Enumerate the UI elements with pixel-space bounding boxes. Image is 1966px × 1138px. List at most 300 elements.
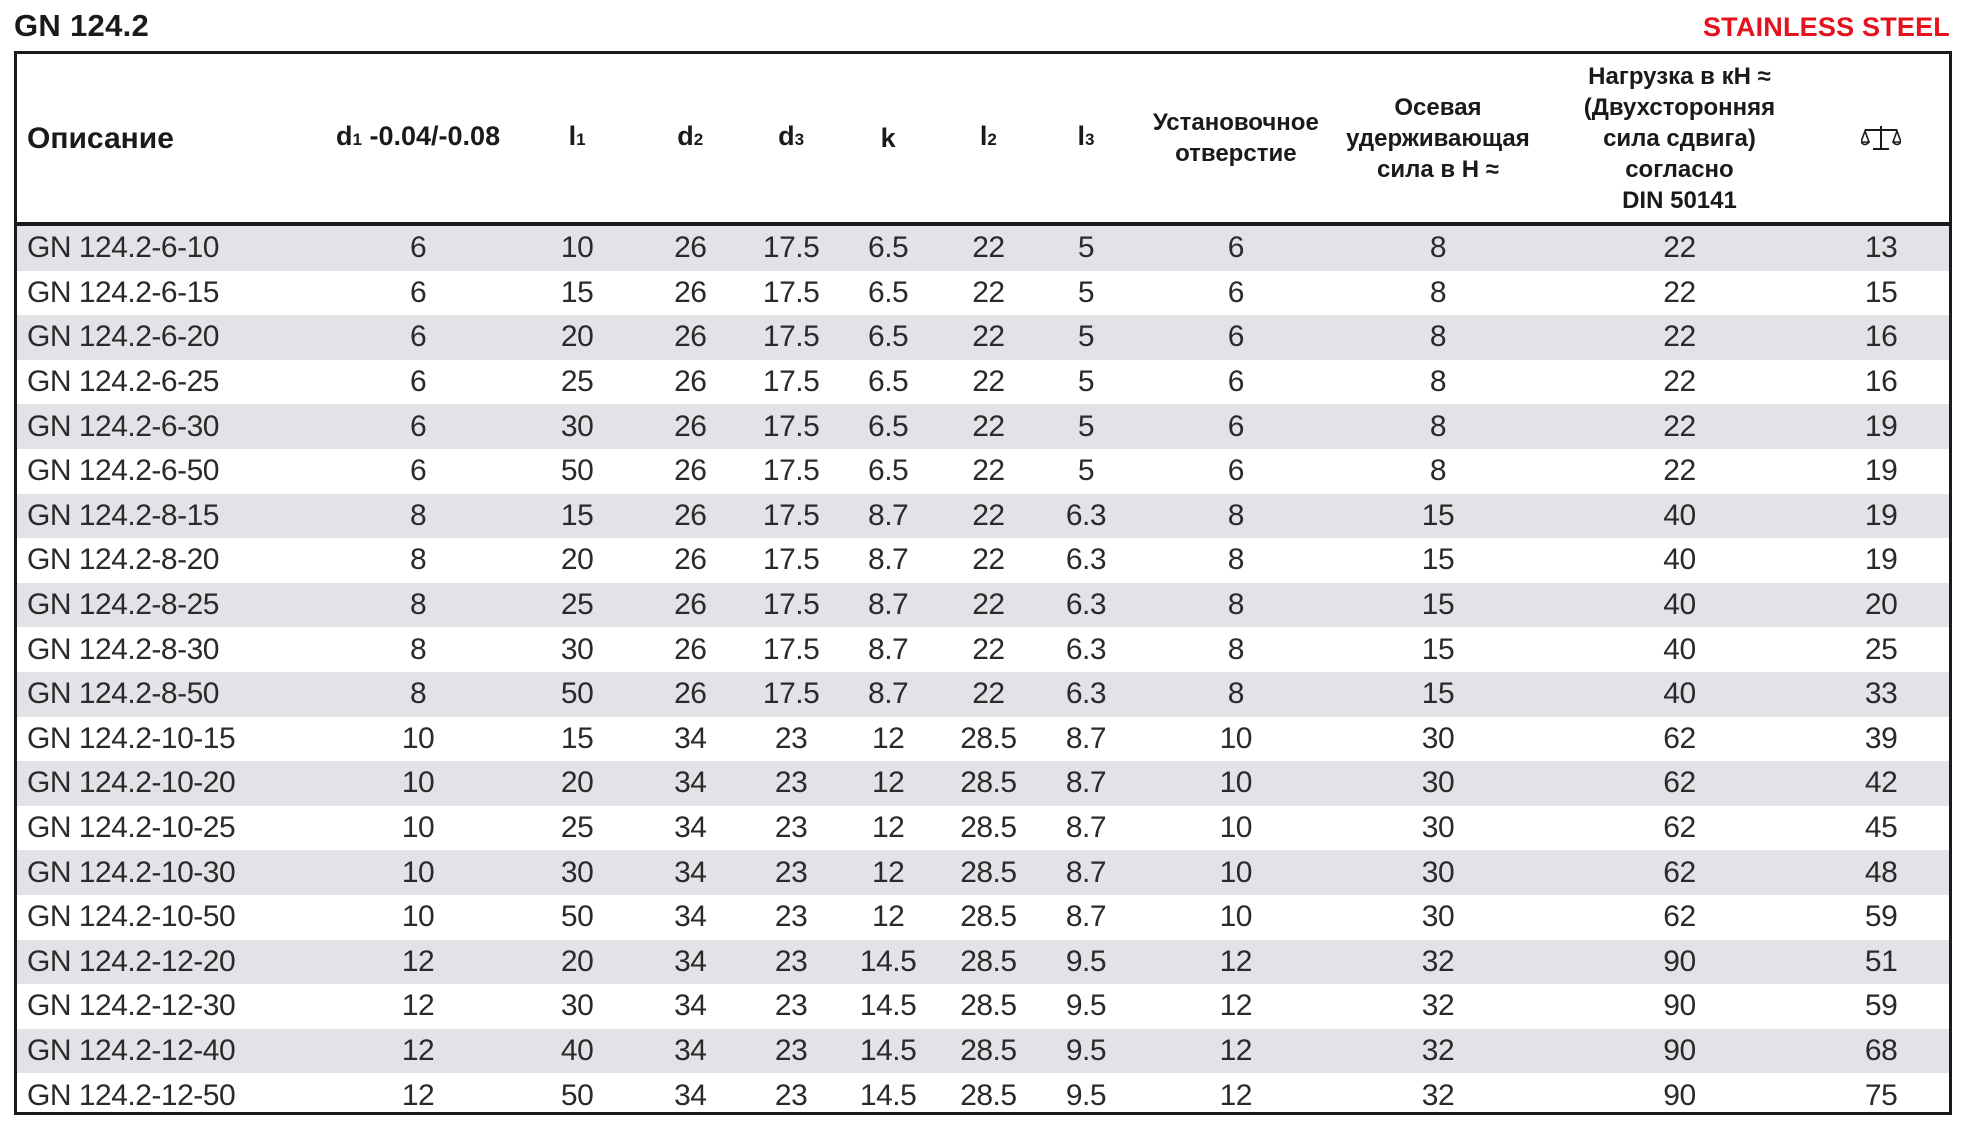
page-title: GN 124.2 — [14, 8, 150, 43]
cell-axial-force: 30 — [1330, 850, 1546, 895]
cell-mounting-hole: 8 — [1141, 583, 1330, 628]
cell-d3: 17.5 — [752, 538, 830, 583]
header-d3-sub: 3 — [794, 130, 805, 149]
cell-l3: 6.3 — [1030, 672, 1141, 717]
cell-d1: 10 — [310, 717, 526, 762]
cell-d3: 23 — [752, 940, 830, 985]
cell-description: GN 124.2-8-50 — [17, 672, 310, 717]
cell-d1: 6 — [310, 271, 526, 316]
cell-k: 14.5 — [830, 940, 946, 985]
cell-description: GN 124.2-6-25 — [17, 360, 310, 405]
header-l1-main: l — [568, 121, 577, 151]
table-row — [17, 404, 1949, 449]
header-l3 — [1030, 54, 1141, 224]
cell-d2: 26 — [628, 627, 752, 672]
header-description-label: Описание — [27, 121, 174, 155]
cell-d3: 23 — [752, 717, 830, 762]
cell-l3: 9.5 — [1030, 984, 1141, 1029]
cell-description: GN 124.2-8-15 — [17, 494, 310, 539]
cell-axial-force: 30 — [1330, 717, 1546, 762]
cell-axial-force: 15 — [1330, 583, 1546, 628]
cell-description: GN 124.2-8-30 — [17, 627, 310, 672]
header-axial-line-1: Осевая — [1394, 93, 1482, 121]
cell-k: 6.5 — [830, 271, 946, 316]
header-axial-line-2: удерживающая — [1346, 124, 1530, 152]
cell-l3: 9.5 — [1030, 1073, 1141, 1115]
cell-k: 8.7 — [830, 538, 946, 583]
table-row — [17, 449, 1949, 494]
cell-l2: 22 — [946, 404, 1030, 449]
cell-description: GN 124.2-10-30 — [17, 850, 310, 895]
cell-l2: 22 — [946, 583, 1030, 628]
cell-axial-force: 15 — [1330, 538, 1546, 583]
material-label: STAINLESS STEEL — [1702, 12, 1950, 42]
cell-d2: 26 — [628, 315, 752, 360]
cell-d3: 17.5 — [752, 672, 830, 717]
cell-k: 8.7 — [830, 583, 946, 628]
cell-mounting-hole: 6 — [1141, 449, 1330, 494]
cell-shear-load: 40 — [1546, 494, 1813, 539]
cell-k: 6.5 — [830, 360, 946, 405]
cell-d2: 26 — [628, 224, 752, 271]
cell-k: 8.7 — [830, 627, 946, 672]
header-mounting-line-1: Установочное — [1152, 109, 1319, 136]
table-row — [17, 672, 1949, 717]
cell-description: GN 124.2-10-15 — [17, 717, 310, 762]
cell-d3: 17.5 — [752, 315, 830, 360]
cell-d1: 6 — [310, 224, 526, 271]
cell-l3: 6.3 — [1030, 583, 1141, 628]
table-row — [17, 360, 1949, 405]
cell-d2: 26 — [628, 404, 752, 449]
cell-weight: 15 — [1813, 271, 1949, 316]
cell-l1: 50 — [526, 1073, 628, 1115]
cell-l3: 5 — [1030, 449, 1141, 494]
header-l2-main: l — [979, 121, 988, 151]
header-mounting-line-2: отверстие — [1175, 140, 1297, 167]
cell-d3: 23 — [752, 761, 830, 806]
cell-l3: 8.7 — [1030, 717, 1141, 762]
cell-mounting-hole: 6 — [1141, 404, 1330, 449]
cell-weight: 25 — [1813, 627, 1949, 672]
header-l1 — [526, 54, 628, 224]
cell-mounting-hole: 6 — [1141, 271, 1330, 316]
cell-l2: 28.5 — [946, 1073, 1030, 1115]
cell-mounting-hole: 6 — [1141, 315, 1330, 360]
cell-d3: 17.5 — [752, 404, 830, 449]
cell-axial-force: 15 — [1330, 672, 1546, 717]
cell-shear-load: 90 — [1546, 940, 1813, 985]
header-l3-sub: 3 — [1084, 130, 1095, 149]
cell-weight: 51 — [1813, 940, 1949, 985]
cell-d1: 12 — [310, 1029, 526, 1074]
cell-l1: 40 — [526, 1029, 628, 1074]
header-axial-line-3: сила в Н ≈ — [1376, 155, 1499, 183]
cell-d1: 6 — [310, 315, 526, 360]
cell-k: 6.5 — [830, 315, 946, 360]
cell-d2: 26 — [628, 583, 752, 628]
cell-l2: 22 — [946, 672, 1030, 717]
cell-axial-force: 32 — [1330, 984, 1546, 1029]
cell-d2: 26 — [628, 672, 752, 717]
cell-l1: 25 — [526, 583, 628, 628]
cell-description: GN 124.2-6-15 — [17, 271, 310, 316]
cell-l1: 20 — [526, 538, 628, 583]
table-row — [17, 583, 1949, 628]
cell-shear-load: 90 — [1546, 1029, 1813, 1074]
cell-weight: 59 — [1813, 895, 1949, 940]
cell-l2: 22 — [946, 494, 1030, 539]
header-description — [17, 54, 310, 224]
table-row — [17, 984, 1949, 1029]
cell-d3: 17.5 — [752, 360, 830, 405]
cell-d1: 6 — [310, 404, 526, 449]
cell-k: 14.5 — [830, 1029, 946, 1074]
table-row — [17, 806, 1949, 851]
cell-description: GN 124.2-6-30 — [17, 404, 310, 449]
cell-description: GN 124.2-10-25 — [17, 806, 310, 851]
cell-d3: 23 — [752, 1073, 830, 1115]
cell-l1: 15 — [526, 494, 628, 539]
cell-shear-load: 90 — [1546, 984, 1813, 1029]
cell-k: 8.7 — [830, 672, 946, 717]
cell-k: 8.7 — [830, 494, 946, 539]
specification-table — [17, 54, 1949, 1115]
cell-d2: 34 — [628, 806, 752, 851]
cell-k: 6.5 — [830, 404, 946, 449]
cell-l1: 30 — [526, 984, 628, 1029]
cell-mounting-hole: 6 — [1141, 360, 1330, 405]
table-row — [17, 1073, 1949, 1115]
cell-l1: 30 — [526, 850, 628, 895]
cell-l1: 10 — [526, 224, 628, 271]
cell-shear-load: 40 — [1546, 672, 1813, 717]
cell-axial-force: 32 — [1330, 1073, 1546, 1115]
cell-k: 6.5 — [830, 224, 946, 271]
cell-d2: 34 — [628, 1029, 752, 1074]
cell-d2: 34 — [628, 850, 752, 895]
header-d1 — [310, 54, 526, 224]
header-l2-sub: 2 — [987, 130, 997, 149]
cell-shear-load: 90 — [1546, 1073, 1813, 1115]
cell-l1: 15 — [526, 271, 628, 316]
cell-d2: 34 — [628, 761, 752, 806]
cell-mounting-hole: 8 — [1141, 494, 1330, 539]
cell-l2: 22 — [946, 538, 1030, 583]
cell-mounting-hole: 10 — [1141, 895, 1330, 940]
cell-weight: 19 — [1813, 449, 1949, 494]
cell-description: GN 124.2-8-20 — [17, 538, 310, 583]
cell-l2: 28.5 — [946, 761, 1030, 806]
cell-mounting-hole: 10 — [1141, 850, 1330, 895]
table-body — [17, 224, 1949, 1115]
header-shear-load — [1546, 54, 1813, 224]
cell-d3: 23 — [752, 806, 830, 851]
cell-d2: 26 — [628, 494, 752, 539]
cell-l2: 28.5 — [946, 850, 1030, 895]
table-row — [17, 271, 1949, 316]
cell-description: GN 124.2-10-50 — [17, 895, 310, 940]
cell-axial-force: 30 — [1330, 895, 1546, 940]
cell-weight: 75 — [1813, 1073, 1949, 1115]
cell-shear-load: 22 — [1546, 449, 1813, 494]
cell-l2: 22 — [946, 360, 1030, 405]
table-row — [17, 494, 1949, 539]
cell-l1: 15 — [526, 717, 628, 762]
cell-d1: 10 — [310, 850, 526, 895]
header-load-line-3: сила сдвига) — [1603, 124, 1756, 152]
cell-d1: 6 — [310, 449, 526, 494]
cell-l2: 22 — [946, 449, 1030, 494]
cell-d2: 34 — [628, 984, 752, 1029]
cell-l1: 25 — [526, 806, 628, 851]
cell-description: GN 124.2-10-20 — [17, 761, 310, 806]
cell-shear-load: 62 — [1546, 850, 1813, 895]
cell-d1: 12 — [310, 1073, 526, 1115]
cell-l3: 5 — [1030, 360, 1141, 405]
cell-l1: 25 — [526, 360, 628, 405]
header-k — [830, 54, 946, 224]
cell-description: GN 124.2-12-30 — [17, 984, 310, 1029]
cell-k: 12 — [830, 761, 946, 806]
cell-axial-force: 8 — [1330, 224, 1546, 271]
cell-l3: 5 — [1030, 315, 1141, 360]
cell-l2: 22 — [946, 627, 1030, 672]
header-weight — [1813, 54, 1949, 224]
cell-description: GN 124.2-12-40 — [17, 1029, 310, 1074]
table-row — [17, 717, 1949, 762]
cell-d1: 10 — [310, 806, 526, 851]
header-d2 — [628, 54, 752, 224]
header-load-line-1: Нагрузка в кН ≈ — [1588, 62, 1771, 90]
cell-k: 12 — [830, 895, 946, 940]
cell-shear-load: 62 — [1546, 717, 1813, 762]
cell-axial-force: 15 — [1330, 627, 1546, 672]
cell-k: 6.5 — [830, 449, 946, 494]
header-l2 — [946, 54, 1030, 224]
cell-k: 14.5 — [830, 1073, 946, 1115]
specification-table-frame — [14, 51, 1952, 1115]
header-axial-force — [1330, 54, 1546, 224]
header-d2-sub: 2 — [693, 130, 704, 149]
cell-d3: 23 — [752, 984, 830, 1029]
cell-d1: 6 — [310, 360, 526, 405]
cell-l1: 20 — [526, 761, 628, 806]
cell-mounting-hole: 8 — [1141, 672, 1330, 717]
cell-d2: 26 — [628, 271, 752, 316]
cell-l3: 8.7 — [1030, 761, 1141, 806]
cell-shear-load: 40 — [1546, 627, 1813, 672]
header-d1-main: d — [336, 121, 353, 151]
cell-shear-load: 62 — [1546, 761, 1813, 806]
header-l1-sub: 1 — [576, 130, 586, 149]
cell-weight: 20 — [1813, 583, 1949, 628]
header-d3-main: d — [778, 121, 795, 151]
header-d1-sub: 1 — [352, 130, 362, 149]
cell-shear-load: 22 — [1546, 404, 1813, 449]
cell-k: 12 — [830, 806, 946, 851]
table-row — [17, 224, 1949, 271]
cell-d2: 34 — [628, 895, 752, 940]
cell-l3: 5 — [1030, 404, 1141, 449]
header-load-line-5: DIN 50141 — [1622, 186, 1737, 214]
cell-l3: 8.7 — [1030, 895, 1141, 940]
cell-d1: 10 — [310, 761, 526, 806]
table-row — [17, 940, 1949, 985]
cell-l2: 22 — [946, 315, 1030, 360]
header-d2-main: d — [677, 121, 694, 151]
cell-d1: 8 — [310, 494, 526, 539]
cell-weight: 42 — [1813, 761, 1949, 806]
cell-d2: 34 — [628, 940, 752, 985]
header-d3 — [752, 54, 830, 224]
cell-l3: 9.5 — [1030, 940, 1141, 985]
cell-d3: 17.5 — [752, 583, 830, 628]
cell-axial-force: 30 — [1330, 761, 1546, 806]
cell-d3: 23 — [752, 850, 830, 895]
cell-d3: 23 — [752, 1029, 830, 1074]
cell-d3: 17.5 — [752, 224, 830, 271]
cell-shear-load: 22 — [1546, 315, 1813, 360]
cell-weight: 45 — [1813, 806, 1949, 851]
cell-l1: 50 — [526, 895, 628, 940]
cell-d1: 8 — [310, 627, 526, 672]
cell-axial-force: 32 — [1330, 940, 1546, 985]
cell-l1: 50 — [526, 449, 628, 494]
header-k-label: k — [880, 122, 896, 153]
cell-l2: 28.5 — [946, 1029, 1030, 1074]
cell-weight: 59 — [1813, 984, 1949, 1029]
cell-d2: 26 — [628, 360, 752, 405]
cell-k: 14.5 — [830, 984, 946, 1029]
cell-shear-load: 40 — [1546, 583, 1813, 628]
cell-mounting-hole: 10 — [1141, 761, 1330, 806]
cell-weight: 33 — [1813, 672, 1949, 717]
header-l3-main: l — [1077, 121, 1085, 151]
cell-axial-force: 15 — [1330, 494, 1546, 539]
header-load-line-2: (Двухсторонняя — [1583, 93, 1776, 121]
cell-l2: 28.5 — [946, 940, 1030, 985]
cell-weight: 19 — [1813, 494, 1949, 539]
cell-shear-load: 62 — [1546, 806, 1813, 851]
cell-description: GN 124.2-12-50 — [17, 1073, 310, 1115]
cell-shear-load: 22 — [1546, 224, 1813, 271]
cell-shear-load: 40 — [1546, 538, 1813, 583]
cell-d1: 12 — [310, 940, 526, 985]
cell-d3: 17.5 — [752, 494, 830, 539]
cell-k: 12 — [830, 850, 946, 895]
table-header-row — [17, 54, 1949, 224]
cell-l3: 8.7 — [1030, 850, 1141, 895]
table-row — [17, 538, 1949, 583]
cell-axial-force: 8 — [1330, 404, 1546, 449]
cell-l2: 28.5 — [946, 717, 1030, 762]
cell-l1: 50 — [526, 672, 628, 717]
cell-l1: 30 — [526, 404, 628, 449]
cell-weight: 19 — [1813, 404, 1949, 449]
cell-weight: 39 — [1813, 717, 1949, 762]
cell-description: GN 124.2-12-20 — [17, 940, 310, 985]
cell-mounting-hole: 12 — [1141, 1029, 1330, 1074]
cell-d1: 10 — [310, 895, 526, 940]
cell-weight: 13 — [1813, 224, 1949, 271]
header-load-line-4: согласно — [1625, 155, 1734, 183]
table-row — [17, 627, 1949, 672]
cell-mounting-hole: 12 — [1141, 984, 1330, 1029]
cell-shear-load: 22 — [1546, 271, 1813, 316]
cell-d2: 34 — [628, 717, 752, 762]
cell-axial-force: 32 — [1330, 1029, 1546, 1074]
cell-l2: 28.5 — [946, 895, 1030, 940]
cell-l3: 6.3 — [1030, 494, 1141, 539]
cell-weight: 16 — [1813, 360, 1949, 405]
cell-d2: 26 — [628, 449, 752, 494]
cell-l3: 6.3 — [1030, 627, 1141, 672]
cell-d1: 12 — [310, 984, 526, 1029]
cell-d1: 8 — [310, 672, 526, 717]
cell-d3: 17.5 — [752, 271, 830, 316]
cell-d3: 17.5 — [752, 449, 830, 494]
cell-shear-load: 62 — [1546, 895, 1813, 940]
cell-weight: 16 — [1813, 315, 1949, 360]
cell-d2: 34 — [628, 1073, 752, 1115]
cell-l2: 28.5 — [946, 806, 1030, 851]
cell-mounting-hole: 8 — [1141, 627, 1330, 672]
scale-icon — [1861, 124, 1901, 154]
cell-l3: 8.7 — [1030, 806, 1141, 851]
cell-d1: 8 — [310, 583, 526, 628]
table-row — [17, 895, 1949, 940]
cell-l2: 22 — [946, 271, 1030, 316]
cell-description: GN 124.2-6-50 — [17, 449, 310, 494]
cell-l1: 30 — [526, 627, 628, 672]
cell-mounting-hole: 10 — [1141, 806, 1330, 851]
cell-d3: 17.5 — [752, 627, 830, 672]
header-mounting-hole — [1141, 54, 1330, 224]
cell-shear-load: 22 — [1546, 360, 1813, 405]
cell-weight: 48 — [1813, 850, 1949, 895]
cell-axial-force: 8 — [1330, 449, 1546, 494]
cell-mounting-hole: 10 — [1141, 717, 1330, 762]
header-d1-tolerance: -0.04/-0.08 — [362, 121, 501, 151]
cell-mounting-hole: 6 — [1141, 224, 1330, 271]
cell-axial-force: 8 — [1330, 315, 1546, 360]
cell-weight: 19 — [1813, 538, 1949, 583]
table-row — [17, 761, 1949, 806]
cell-description: GN 124.2-8-25 — [17, 583, 310, 628]
cell-l3: 9.5 — [1030, 1029, 1141, 1074]
cell-mounting-hole: 8 — [1141, 538, 1330, 583]
table-row — [17, 850, 1949, 895]
cell-l2: 22 — [946, 224, 1030, 271]
cell-description: GN 124.2-6-20 — [17, 315, 310, 360]
cell-k: 12 — [830, 717, 946, 762]
cell-axial-force: 8 — [1330, 360, 1546, 405]
cell-l1: 20 — [526, 315, 628, 360]
cell-description: GN 124.2-6-10 — [17, 224, 310, 271]
table-row — [17, 315, 1949, 360]
cell-l3: 5 — [1030, 224, 1141, 271]
cell-weight: 68 — [1813, 1029, 1949, 1074]
cell-d3: 23 — [752, 895, 830, 940]
cell-mounting-hole: 12 — [1141, 940, 1330, 985]
cell-axial-force: 30 — [1330, 806, 1546, 851]
cell-axial-force: 8 — [1330, 271, 1546, 316]
cell-d2: 26 — [628, 538, 752, 583]
cell-l1: 20 — [526, 940, 628, 985]
cell-d1: 8 — [310, 538, 526, 583]
cell-l3: 6.3 — [1030, 538, 1141, 583]
